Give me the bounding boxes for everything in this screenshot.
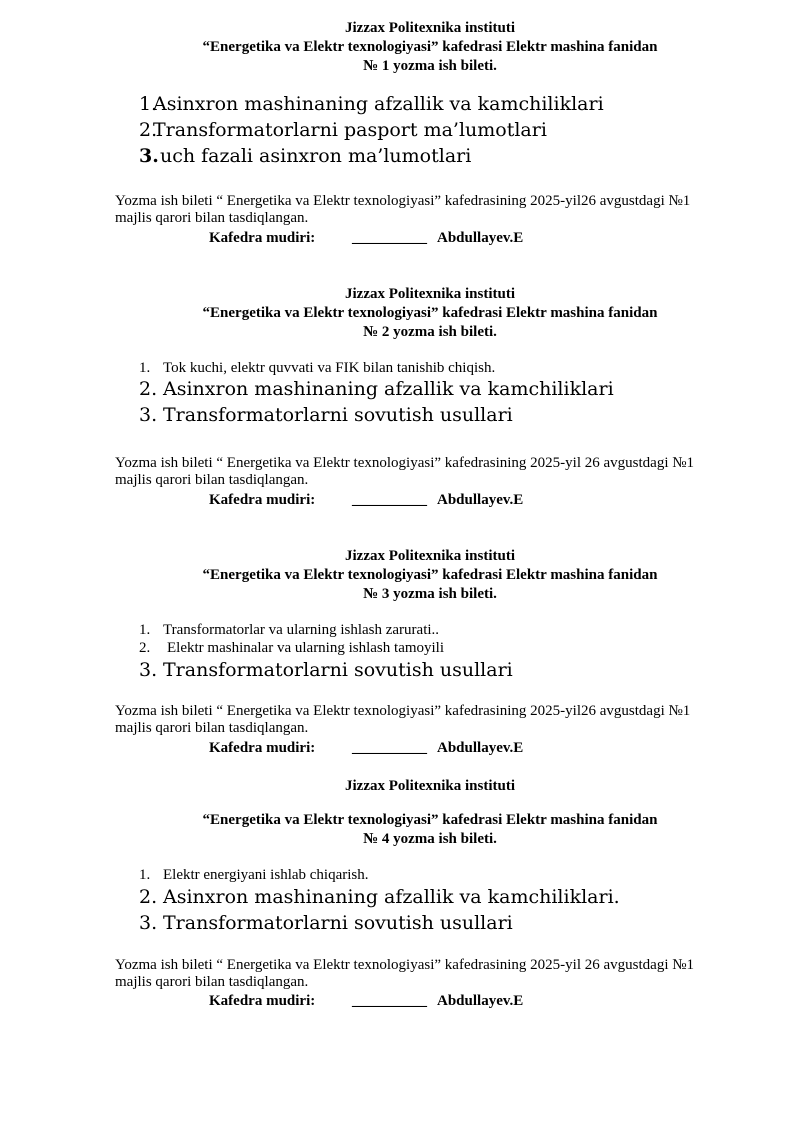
question-number: 2.	[139, 119, 158, 141]
signature-line: __________	[352, 492, 427, 508]
question-text: Elektr mashinalar va ularning ishlash tamoyili	[167, 640, 445, 656]
approval-line-1: Yozma ish bileti “ Energetika va Elektr texnologiyasi” kafedrasining 2025-yil26 avgustdagi №1	[115, 193, 691, 209]
signature-line: __________	[352, 993, 427, 1009]
approval-line-2: majlis qarori bilan tasdiqlangan.	[115, 974, 309, 990]
question-number: 3.	[139, 912, 158, 934]
institute-name: Jizzax Politexnika instituti	[345, 20, 515, 36]
ticket-title: № 3 yozma ish bileti.	[363, 586, 497, 602]
head-label: Kafedra mudiri:	[209, 492, 316, 508]
question-number: 2.	[139, 640, 151, 656]
question-number: 2.	[139, 886, 158, 908]
approval-note	[115, 193, 755, 227]
head-label: Kafedra mudiri:	[209, 993, 316, 1009]
question-number: 1.	[139, 93, 158, 115]
question-text: Asinxron mashinaning afzallik va kamchiliklari.	[163, 886, 620, 908]
ticket-title: № 4 yozma ish bileti.	[363, 831, 497, 847]
signature-line: __________	[352, 740, 427, 756]
approval-line-2: majlis qarori bilan tasdiqlangan.	[115, 210, 309, 226]
head-name: Abdullayev.E	[437, 230, 524, 246]
head-label: Kafedra mudiri:	[209, 230, 316, 246]
approval-line-1: Yozma ish bileti “ Energetika va Elektr texnologiyasi” kafedrasining 2025-yil 26 avgustdagi №1	[115, 957, 695, 973]
department-subject: “Energetika va Elektr texnologiyasi” kafedrasi Elektr mashina fanidan	[202, 567, 658, 583]
signature-line: __________	[352, 230, 427, 246]
approval-line-1: Yozma ish bileti “ Energetika va Elektr texnologiyasi” kafedrasining 2025-yil26 avgustdagi №1	[115, 703, 691, 719]
approval-note	[115, 957, 755, 991]
department-subject: “Energetika va Elektr texnologiyasi” kafedrasi Elektr mashina fanidan	[202, 812, 658, 828]
head-name: Abdullayev.E	[437, 993, 524, 1009]
question-text: Transformatorlarni sovutish usullari	[163, 912, 513, 934]
question-number: 2.	[139, 378, 158, 400]
approval-line-2: majlis qarori bilan tasdiqlangan.	[115, 720, 309, 736]
head-name: Abdullayev.E	[437, 740, 524, 756]
question-text: Transformatorlarni sovutish usullari	[163, 404, 513, 426]
question-number: 3.	[139, 659, 158, 681]
question-number: 3.	[139, 145, 159, 167]
head-label: Kafedra mudiri:	[209, 740, 316, 756]
question-number: 3.	[139, 404, 158, 426]
approval-line-1: Yozma ish bileti “ Energetika va Elektr texnologiyasi” kafedrasining 2025-yil 26 avgustdagi №1	[115, 455, 695, 471]
approval-note	[115, 703, 755, 737]
question-number: 1.	[139, 360, 151, 376]
question-text: Asinxron mashinaning afzallik va kamchiliklari	[153, 93, 604, 115]
question-text: Transformatorlarni sovutish usullari	[163, 659, 513, 681]
question-text: Transformatorlar va ularning ishlash zarurati..	[163, 622, 440, 638]
department-subject: “Energetika va Elektr texnologiyasi” kafedrasi Elektr mashina fanidan	[202, 39, 658, 55]
institute-name: Jizzax Politexnika instituti	[345, 548, 515, 564]
approval-note	[115, 455, 755, 489]
question-text: Transformatorlarni pasport ma’lumotlari	[153, 119, 547, 141]
approval-line-2: majlis qarori bilan tasdiqlangan.	[115, 472, 309, 488]
question-text: Elektr energiyani ishlab chiqarish.	[163, 867, 369, 883]
department-subject: “Energetika va Elektr texnologiyasi” kafedrasi Elektr mashina fanidan	[202, 305, 658, 321]
institute-name: Jizzax Politexnika instituti	[345, 778, 515, 794]
question-text: Asinxron mashinaning afzallik va kamchiliklari	[163, 378, 614, 400]
question-number: 1.	[139, 867, 151, 883]
ticket-title: № 1 yozma ish bileti.	[363, 58, 497, 74]
institute-name: Jizzax Politexnika instituti	[345, 286, 515, 302]
question-text: uch fazali asinxron ma’lumotlari	[160, 145, 472, 167]
ticket-title: № 2 yozma ish bileti.	[363, 324, 497, 340]
question-number: 1.	[139, 622, 151, 638]
question-text: Tok kuchi, elektr quvvati va FIK bilan tanishib chiqish.	[163, 360, 496, 376]
head-name: Abdullayev.E	[437, 492, 524, 508]
